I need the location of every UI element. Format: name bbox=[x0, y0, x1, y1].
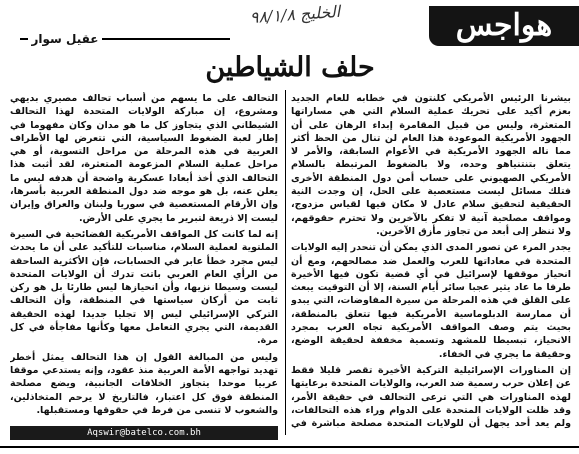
paragraph: إن المناورات الإسرائيلية التركية الأخيرة تقصر قليلا فقط عن إعلان حرب رسمية ضد العرب، والولايات المتحدة برعايتها لهذه المناورات هي التي ترعى التحالف في حقيقة الأمر، وقد ظلت الولايات المتحدة على الدوام وراء هذه التحالفات، ولم يعد أحد يجهل أن للولايات المتحدة مصلحة مباشرة في bbox=[291, 364, 571, 430]
article-column-left bbox=[10, 92, 278, 422]
author-email: Aqswir@batelco.com.bh bbox=[10, 426, 278, 440]
author-name: عقيل سوار bbox=[28, 30, 102, 48]
paragraph: بيشرنا الرئيس الأمريكي كلنتون في خطابه للعام الجديد بعزم أكيد على تحريك عملية السلام التي هي مساراتها المتعثرة، وليس من قبيل المقامرة إبداء الرهان على أن الجهود الأمريكية الموعودة هذا العام لن تنال من الحظ أكثر مما ناله الجهود الأمريكية في الأعوام السابقة، والأمر لا يتعلق بتنتنياهو وحده، ولا بالضغوط المرتبطة بالسلام الأمريكي الصهيوني على حساب أمن دول المنطقة الأخرى فتلك مسائل ليست مستعصية على الحل، إن وجدت النية الحقيقية لتحقيق سلام عادل لا مكان فيها لقياس مزدوج، ومواقف مصلحية آنية لا تفكر بالآخرين ولا تحترم حقوقهم، ولا تنظر إلى أبعد من تجاوز مأزق الآخرين. bbox=[291, 93, 571, 237]
paragraph: يجدر المرء عن تصور المدى الذي يمكن أن تنحدر إليه الولايات المتحدة في معاداتها للعرب والعمل ضد مصالحهم، ومع أن انحياز موقفها لإسرائيل في أي قضية تكون فيها الأخيرة طرفا ما عاد يثير عجبا سائر أيام السنة، إلا أن التوقيت يبعث على القلق في هذه المرحلة من سيرة المفاوضات، التي يبدو أن ممارسة الدبلوماسية الأمريكية فيها تتعلق بالمنطقة، بحيث يتم وصف المواقف الأمريكية تجاه العرب بمجرد الانحياز، تبسيطا للمشهد وتسمية مخففة لحقيقة الوضع، وحقيقة ما يجري في الخفاء. bbox=[291, 242, 571, 360]
column-rubric: هواجس bbox=[429, 6, 579, 46]
paragraph: وليس من المبالغة القول إن هذا التحالف يمثل أخطر تهديد تواجهه الأمة العربية منذ عقود، وإنه يستدعي موقفا عربيا موحدا يتجاوز الخلافات الجانبية، ويضع مصلحة المنطقة فوق كل اعتبار، فالتاريخ لا يرحم المتخاذلين، والشعوب لا تنسى من فرط في حقوقها ومستقبلها. bbox=[10, 351, 278, 416]
paragraph: التحالف على ما يسهم من أسباب تحالف مصيري بديهي ومشروع، إن مباركة الولايات المتحدة لهذا التحالف الشيطاني الذي يتجاوز كل ما هو مدان وكان مفهوما في إطار لعبة الضغوط السياسية، التي تتعرض لها الأطراف العربية في هذه المرحلة من مراحل التسوية، أو هي مراحل عملية السلام المزعومة المتعثرة، لقد أثبت هذا التحالف الذي أخذ أبعادا عسكرية واضحة أن هدفه ليس ما يعلن عنه، بل هو موجه ضد دول المنطقة العربية بأسرها، وإن الأرقام المستعصية في سوريا ولبنان والعراق وإيران ليست إلا ذريعة لتبرير ما يجري على الأرض. bbox=[10, 93, 278, 224]
article-title: حلف الشياطين bbox=[205, 52, 375, 83]
column-header bbox=[0, 0, 579, 50]
column-divider bbox=[285, 90, 286, 435]
paragraph: إنه لما كانت كل المواقف الأمريكية الفضائحية في السيرة الملتوية لعملية السلام، مناسبات للتأكيد على أن ما يحدث ليس مجرد خطأ عابر في الحسابات، فإن الأكثرية الساحقة من الرأي العام العربي باتت تدرك أن الولايات المتحدة ليست وسيطا نزيها، وأن انحيازها ليس طارئا بل هو ركن ثابت من أركان سياستها في المنطقة، وأن التحالف التركي الإسرائيلي ليس إلا تجليا جديدا لهذه الحقيقة القديمة، التي يجري التعامل معها وكأنها مفاجأة في كل مرة. bbox=[10, 228, 278, 347]
handwritten-date-note: الخليج ٩٨/١/٨ bbox=[249, 1, 341, 28]
paragraph bbox=[10, 420, 278, 422]
article-column-right bbox=[291, 92, 571, 432]
clipping-bottom-border bbox=[0, 446, 579, 448]
